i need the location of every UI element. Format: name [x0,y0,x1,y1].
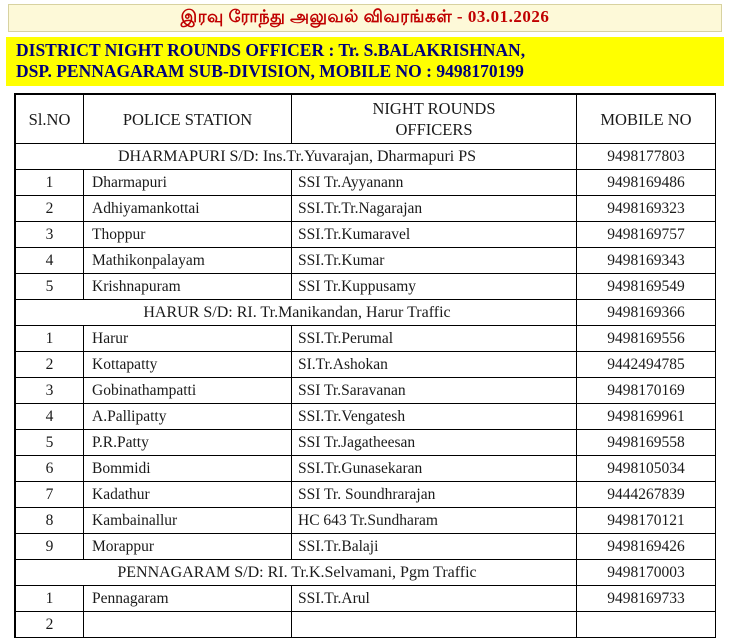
cell-officer: SSI Tr.Ayyanann [292,170,577,196]
cell-slno: 2 [16,352,84,378]
cell-officer: SSI Tr.Saravanan [292,378,577,404]
subdivision-mobile: 9498170003 [577,560,716,586]
cell-officer: SSI.Tr.Balaji [292,534,577,560]
cell-mobile: 9498169323 [577,196,716,222]
table-row [16,248,716,274]
cell-police-station: Harur [84,326,292,352]
table-subdivision-row [16,300,716,326]
cell-officer: SSI.Tr.Tr.Nagarajan [292,196,577,222]
cell-officer: SSI.Tr.Kumaravel [292,222,577,248]
cell-mobile: 9498169556 [577,326,716,352]
cell-mobile: 9498169733 [577,586,716,612]
table-row [16,196,716,222]
cell-slno: 6 [16,456,84,482]
table-header-row [16,95,716,144]
table-row [16,378,716,404]
cell-mobile [577,612,716,638]
night-rounds-table-wrapper [14,93,716,638]
document-page [0,4,730,633]
table-row [16,170,716,196]
cell-officer: SSI.Tr.Vengatesh [292,404,577,430]
cell-slno: 1 [16,170,84,196]
cell-police-station: Morappur [84,534,292,560]
subdivision-label: HARUR S/D: RI. Tr.Manikandan, Harur Traffic [16,300,577,326]
column-header-night-rounds-officers [292,95,577,144]
cell-officer: SSI.Tr.Kumar [292,248,577,274]
column-header-officers-line1: NIGHT ROUNDS [372,99,496,118]
cell-slno: 1 [16,326,84,352]
night-rounds-table [15,94,716,638]
cell-mobile: 9498169486 [577,170,716,196]
cell-officer [292,612,577,638]
column-header-police-station: POLICE STATION [84,95,292,144]
cell-slno: 2 [16,196,84,222]
table-row [16,586,716,612]
cell-officer: SSI.Tr.Perumal [292,326,577,352]
table-row [16,430,716,456]
title-line-2: DSP. PENNAGARAM SUB-DIVISION, MOBILE NO : 9498170199 [16,61,524,81]
cell-mobile: 9498105034 [577,456,716,482]
table-row [16,482,716,508]
cell-officer: SSI.Tr.Arul [292,586,577,612]
cell-police-station: Bommidi [84,456,292,482]
cell-mobile: 9444267839 [577,482,716,508]
cell-police-station: Pennagaram [84,586,292,612]
cell-police-station: Gobinathampatti [84,378,292,404]
cell-slno: 9 [16,534,84,560]
cell-officer: SSI.Tr.Gunasekaran [292,456,577,482]
table-row [16,274,716,300]
cell-mobile: 9498170121 [577,508,716,534]
table-body [16,144,716,638]
cell-mobile: 9498169558 [577,430,716,456]
table-subdivision-row [16,560,716,586]
table-row [16,222,716,248]
cell-police-station: Krishnapuram [84,274,292,300]
cell-mobile: 9498170169 [577,378,716,404]
title-block [6,37,724,86]
table-row [16,326,716,352]
cell-police-station: P.R.Patty [84,430,292,456]
cell-slno: 4 [16,248,84,274]
column-header-slno: Sl.NO [16,95,84,144]
cell-slno: 4 [16,404,84,430]
table-row [16,612,716,638]
cell-slno: 7 [16,482,84,508]
title-line-1: DISTRICT NIGHT ROUNDS OFFICER : Tr. S.BALAKRISHNAN, [16,40,526,60]
subdivision-label: DHARMAPURI S/D: Ins.Tr.Yuvarajan, Dharmapuri PS [16,144,577,170]
cell-police-station: Thoppur [84,222,292,248]
cell-police-station: Kadathur [84,482,292,508]
cell-officer: HC 643 Tr.Sundharam [292,508,577,534]
table-row [16,404,716,430]
cell-mobile: 9498169757 [577,222,716,248]
table-head [16,95,716,144]
cell-officer: SSI Tr.Kuppusamy [292,274,577,300]
cell-police-station: Kottapatty [84,352,292,378]
cell-police-station: Kambainallur [84,508,292,534]
cell-slno: 5 [16,430,84,456]
cell-officer: SI.Tr.Ashokan [292,352,577,378]
cell-police-station [84,612,292,638]
cell-mobile: 9498169549 [577,274,716,300]
column-header-mobile-no: MOBILE NO [577,95,716,144]
cell-officer: SSI Tr. Soundhrarajan [292,482,577,508]
cell-mobile: 9498169961 [577,404,716,430]
banner-text: இரவு ரோந்து அலுவல் விவரங்கள் - 03.01.2026 [180,7,550,26]
cell-police-station: Dharmapuri [84,170,292,196]
cell-slno: 3 [16,222,84,248]
table-subdivision-row [16,144,716,170]
cell-police-station: A.Pallipatty [84,404,292,430]
cell-slno: 5 [16,274,84,300]
subdivision-mobile: 9498169366 [577,300,716,326]
table-row [16,352,716,378]
cell-slno: 8 [16,508,84,534]
cell-police-station: Adhiyamankottai [84,196,292,222]
cell-mobile: 9498169343 [577,248,716,274]
cell-slno: 2 [16,612,84,638]
table-row [16,456,716,482]
cell-police-station: Mathikonpalayam [84,248,292,274]
column-header-officers-line2: OFFICERS [395,120,473,139]
cell-mobile: 9442494785 [577,352,716,378]
table-row [16,534,716,560]
subdivision-mobile: 9498177803 [577,144,716,170]
subdivision-label: PENNAGARAM S/D: RI. Tr.K.Selvamani, Pgm Traffic [16,560,577,586]
cell-officer: SSI Tr.Jagatheesan [292,430,577,456]
tamil-banner [8,4,722,32]
cell-slno: 3 [16,378,84,404]
cell-slno: 1 [16,586,84,612]
table-row [16,508,716,534]
cell-mobile: 9498169426 [577,534,716,560]
